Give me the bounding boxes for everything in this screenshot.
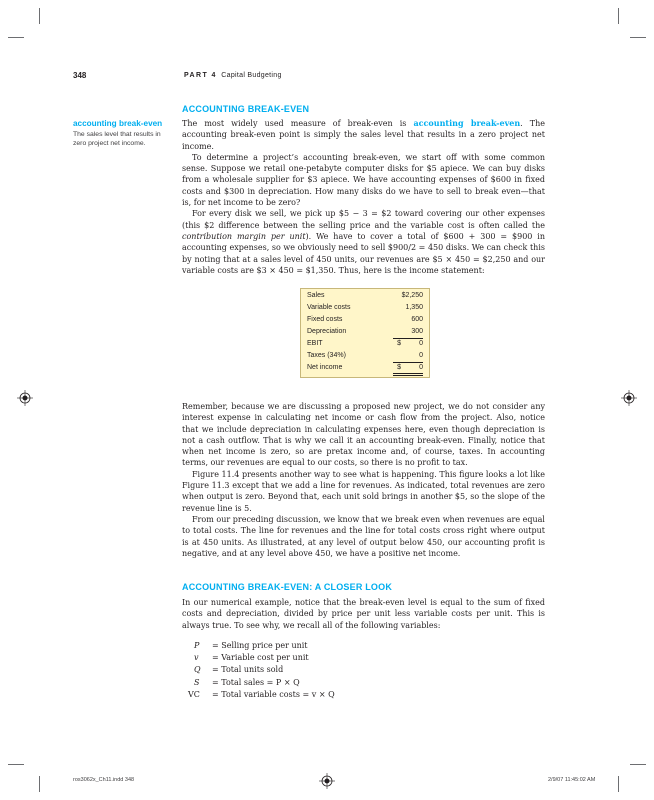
paragraph: From our preceding discussion, we know that we break even when revenues are equal to total costs. The line for revenues and the line for total costs cross right where output is at 450 units. As illustrated, at any level of output below 450, our accounting profit is negative, and at any level above 450, we have a positive net income. — [182, 514, 545, 558]
section-body — [182, 401, 545, 559]
paragraph: In our numerical example, notice that the break-even level is equal to the sum of fixed costs and depreciation, divided by price per unit less variable costs per unit. This is always true. To see why, we recall all of the following variables: — [182, 598, 545, 630]
crop-mark — [630, 37, 646, 38]
page-number: 348 — [73, 71, 87, 80]
crop-mark — [8, 764, 24, 765]
part-title: Capital Budgeting — [221, 72, 282, 79]
paragraph: The most widely used measure of break-even is accounting break-even. The accounting break-even point is simply the sales level that results in a zero project net income. — [182, 118, 545, 151]
section-heading: ACCOUNTING BREAK-EVEN — [182, 104, 310, 114]
table-row: Taxes (34%) 0 — [307, 352, 423, 359]
double-underline — [393, 373, 423, 374]
crop-mark — [630, 764, 646, 765]
crop-mark — [8, 37, 24, 38]
crop-mark — [618, 776, 619, 792]
section-heading: ACCOUNTING BREAK-EVEN: A CLOSER LOOK — [182, 582, 393, 592]
crop-mark — [618, 8, 619, 24]
table-row: Depreciation 300 — [307, 328, 423, 335]
section-body — [182, 118, 545, 276]
double-underline — [393, 375, 423, 376]
registration-mark-icon — [319, 773, 335, 789]
sum-underline — [393, 338, 423, 339]
timestamp-slug: 2/9/07 11:45:02 AM — [548, 777, 596, 783]
registration-mark-icon — [17, 390, 33, 406]
margin-definition: The sales level that results in zero project net income. — [73, 131, 161, 147]
income-statement-table — [300, 288, 430, 378]
crop-mark — [39, 8, 40, 24]
crop-mark — [39, 776, 40, 792]
margin-term: accounting break-even — [73, 119, 163, 128]
sum-underline — [393, 362, 423, 363]
table-row: Net income $ 0 — [307, 364, 423, 371]
key-term: accounting break-even — [413, 118, 521, 128]
running-header — [184, 72, 282, 79]
table-row: Fixed costs 600 — [307, 316, 423, 323]
table-row: EBIT $ 0 — [307, 340, 423, 347]
file-slug: ros3062x_Ch11.indd 348 — [73, 777, 135, 783]
paragraph: Remember, because we are discussing a proposed new project, we do not consider any interest expense in calculating net income or cash flow from the project. Also, notice that we include depreciation in calculating expenses here, even though depreciation is not a cash outflow. That is why we call it an accounting break-even. Finally, notice that when net income is zero, so are pretax income and, of course, taxes. In accounting terms, our revenues are equal to our costs, so there is no profit to tax. — [182, 402, 545, 468]
section-body — [182, 597, 545, 631]
paragraph: To determine a project’s accounting break-even, we start off with some common sense. Suppose we retail one-petabyte computer disks for $5 apiece. We can buy disks from a wholesale supplier for $3 apiece. We have accounting expenses of $600 in fixed costs and $300 in depreciation. How many disks do we have to sell to break even—that is, for net income to be zero? — [182, 152, 545, 208]
paragraph: Figure 11.4 presents another way to see what is happening. This figure looks a lot like Figure 11.3 except that we add a line for revenues. As indicated, total revenues are zero when output is zero. Beyond that, each unit sold brings in another $5, so the slope of the revenue line is 5. — [182, 469, 545, 513]
table-row: Sales $2,250 — [307, 292, 423, 299]
paragraph: For every disk we sell, we pick up $5 − 3 = $2 toward covering our other expenses (this $2 difference between the selling price and the variable cost is often called the contribution margin per unit). We have to cover a total of $600 + 300 = $900 in accounting expenses, so we obviously need to sell $900/2 = 450 disks. We can check this by noting that at a sales level of 450 units, our revenues are $5 × 450 = $2,250 and our variable costs are $3 × 450 = $1,350. Thus, here is the income statement: — [182, 209, 545, 275]
table-row: Variable costs 1,350 — [307, 304, 423, 311]
registration-mark-icon — [621, 390, 637, 406]
part-label: PART 4 — [184, 72, 217, 79]
emphasis-term: contribution margin per unit — [182, 231, 306, 241]
